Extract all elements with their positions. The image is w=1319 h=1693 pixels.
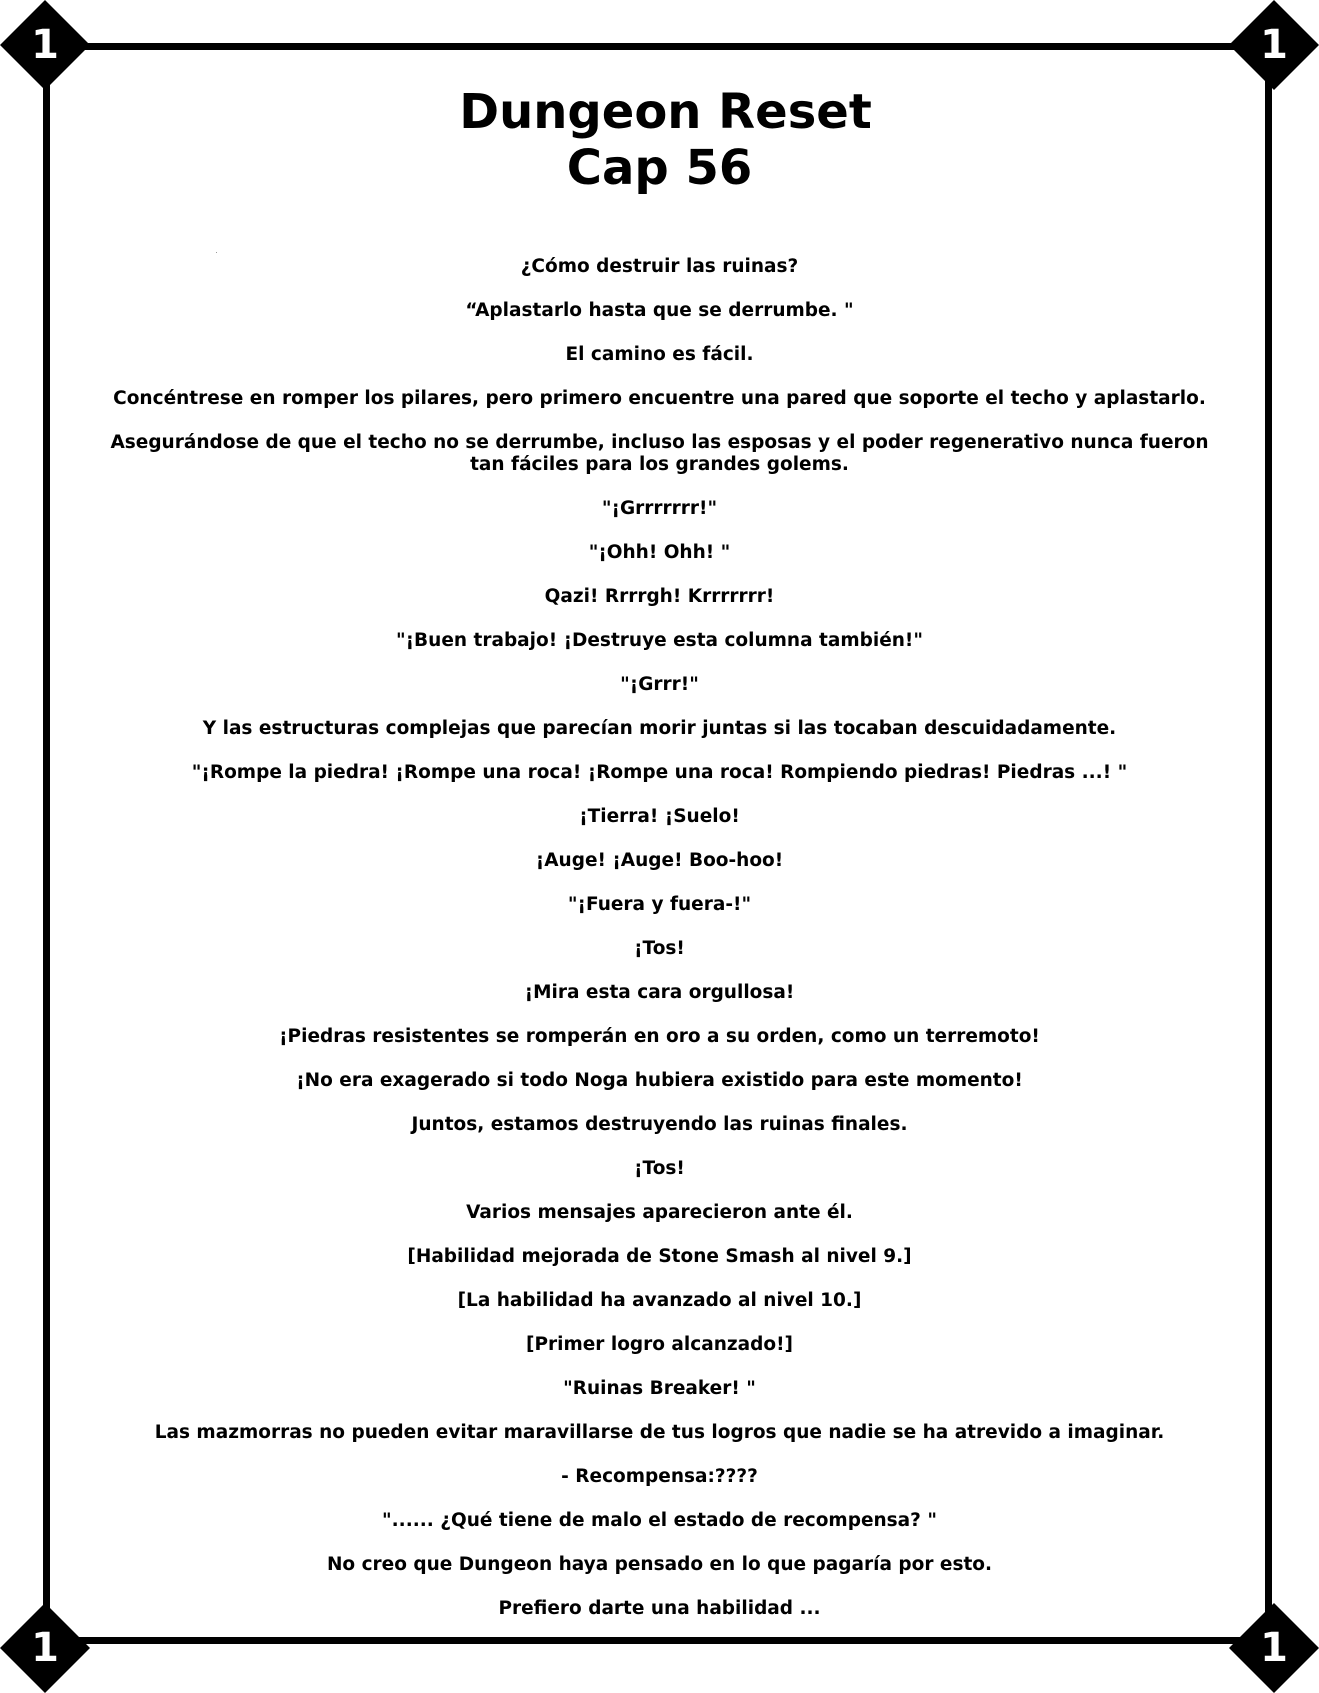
paragraph: ¡No era exagerado si todo Noga hubiera existido para este momento! <box>296 1070 1023 1091</box>
corner-badge-bottom-right <box>1229 1603 1319 1693</box>
paragraph: [Primer logro alcanzado!] <box>526 1334 793 1355</box>
paragraph: "¡Rompe la piedra! ¡Rompe una roca! ¡Rompe una roca! Rompiendo piedras! Piedras ...! " <box>191 762 1128 783</box>
paragraph: Asegurándose de que el techo no se derrumbe, incluso las esposas y el poder regenerativo nunca fueron tan fáciles para los grandes golems. <box>110 432 1209 475</box>
corner-badge-bottom-left <box>0 1603 90 1693</box>
paragraph: Varios mensajes aparecieron ante él. <box>466 1202 853 1223</box>
title-line-1: Dungeon Reset <box>459 84 872 140</box>
paragraph: ¡Auge! ¡Auge! Boo-hoo! <box>535 850 784 871</box>
paragraph: "¡Fuera y fuera-!" <box>567 894 752 915</box>
paragraph: [La habilidad ha avanzado al nivel 10.] <box>457 1290 862 1311</box>
paragraph: No creo que Dungeon haya pensado en lo que pagaría por esto. <box>326 1554 993 1575</box>
paragraph: "¡Buen trabajo! ¡Destruye esta columna también!" <box>395 630 923 651</box>
paragraph: "¡Grrrrrrr!" <box>601 498 718 519</box>
title-line-2: Cap 56 <box>566 140 753 196</box>
corner-number: 1 <box>31 1625 59 1671</box>
paragraph: - Recompensa:???? <box>561 1466 758 1487</box>
paragraph: “Aplastarlo hasta que se derrumbe. " <box>465 300 854 321</box>
corner-number: 1 <box>1260 1625 1288 1671</box>
paragraph: [Habilidad mejorada de Stone Smash al nivel 9.] <box>407 1246 912 1267</box>
paragraph: Las mazmorras no pueden evitar maravillarse de tus logros que nadie se ha atrevido a imaginar. <box>154 1422 1165 1443</box>
paragraph: "Ruinas Breaker! " <box>563 1378 756 1399</box>
paragraph: "¡Ohh! Ohh! " <box>588 542 731 563</box>
corner-number: 1 <box>31 22 59 68</box>
paragraph: ¡Tos! <box>634 1158 685 1179</box>
paragraph: ¿Cómo destruir las ruinas? <box>520 256 799 277</box>
corner-number: 1 <box>1260 22 1288 68</box>
chapter-text <box>100 256 1219 1642</box>
page-title <box>0 84 1319 196</box>
paragraph: Juntos, estamos destruyendo las ruinas finales. <box>411 1114 908 1135</box>
paragraph: "...... ¿Qué tiene de malo el estado de recompensa? " <box>382 1510 937 1531</box>
corner-badge-top-left <box>0 0 90 90</box>
corner-badge-top-right <box>1229 0 1319 90</box>
paragraph: Y las estructuras complejas que parecían morir juntas si las tocaban descuidadamente. <box>202 718 1117 739</box>
stray-dot <box>216 252 217 253</box>
paragraph: Qazi! Rrrrgh! Krrrrrrr! <box>544 586 775 607</box>
paragraph: Concéntrese en romper los pilares, pero primero encuentre una pared que soporte el techo y aplastarlo. <box>113 388 1206 409</box>
paragraph: ¡Tierra! ¡Suelo! <box>579 806 740 827</box>
paragraph: ¡Mira esta cara orgullosa! <box>524 982 795 1003</box>
paragraph: Prefiero darte una habilidad ... <box>498 1598 821 1619</box>
paragraph: El camino es fácil. <box>565 344 754 365</box>
paragraph: ¡Piedras resistentes se romperán en oro a su orden, como un terremoto! <box>279 1026 1040 1047</box>
paragraph: "¡Grrr!" <box>620 674 699 695</box>
paragraph: ¡Tos! <box>634 938 685 959</box>
